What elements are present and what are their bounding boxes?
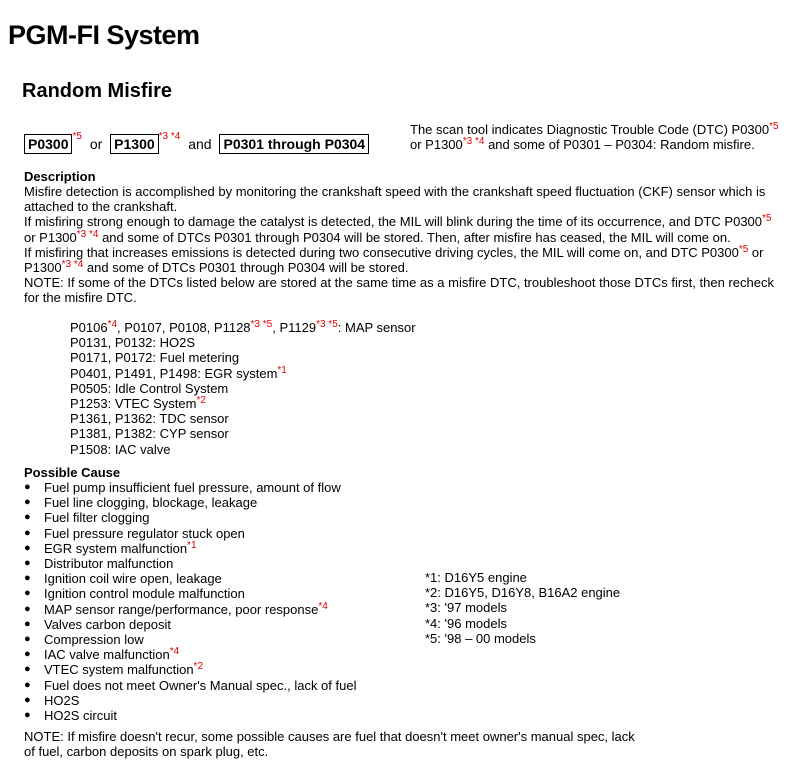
footnote-ref: *4 — [318, 600, 328, 612]
cause-text: Compression low — [44, 632, 144, 648]
text-run: and some of DTCs P0301 through P0304 will be stored. Then, after misfire has ceased, the MIL will come on. — [98, 229, 731, 245]
description-heading: Description — [24, 169, 96, 184]
footnote: *1: D16Y5 engine — [425, 570, 527, 585]
footnote-ref: *3 *5 — [316, 319, 338, 330]
footnote-ref: *3 *4 — [462, 136, 485, 147]
footnote-ref: *5 — [762, 213, 772, 225]
cause-text: Fuel filter clogging — [44, 510, 150, 526]
text-run: If misfiring strong enough to damage the catalyst is detected, the MIL will blink during the time of its occurrence, and DTC P0300 — [24, 214, 763, 230]
dtc-list-item: P0171, P0172: Fuel metering — [70, 350, 240, 366]
cause-item — [24, 678, 356, 693]
and-label: and — [188, 136, 212, 152]
footnote-ref: *4 — [169, 646, 180, 658]
dtc-list-item: P1381, P1382: CYP sensor — [70, 426, 229, 442]
text-run: or P1300 — [24, 229, 77, 245]
cause-item — [24, 647, 356, 662]
or-label: or — [89, 136, 103, 152]
scan-tool-text — [410, 122, 780, 152]
footnotes — [425, 570, 620, 646]
dtc-code-bar — [24, 131, 369, 154]
cause-text: Fuel line clogging, blockage, leakage — [44, 495, 258, 511]
text-run: P0401, P1491, P1498: EGR system — [70, 365, 278, 381]
description-body — [24, 184, 784, 306]
footnote-ref: *3 *4 — [76, 228, 99, 240]
cause-item — [24, 480, 356, 495]
scan-text-part: or P1300 — [410, 137, 463, 152]
footnote-ref: *5 — [769, 121, 779, 132]
cause-text: Fuel pressure regulator stuck open — [44, 525, 245, 541]
dtc-list-item: P0131, P0132: HO2S — [70, 335, 196, 351]
cause-text: IAC valve malfunction — [44, 647, 170, 663]
description-note: NOTE: If some of the DTCs listed below are stored at the same time as a misfire DTC, troubleshoot those DTCs first, then recheck for the misfire DTC. — [24, 275, 774, 306]
text-run: or P1300 — [24, 244, 764, 276]
cause-text: Fuel pump insufficient fuel pressure, amount of flow — [44, 480, 341, 495]
text-run: , P1129 — [272, 320, 317, 335]
text-run: P0106 — [70, 320, 108, 335]
footnote-ref: *1 — [277, 364, 287, 376]
dtc-list-item — [70, 396, 416, 411]
footnote-ref: *2 — [193, 661, 203, 673]
cause-item — [24, 495, 356, 510]
section-title: Random Misfire — [22, 80, 173, 102]
cause-item — [24, 617, 356, 632]
text-run: If misfiring that increases emissions is detected during two consecutive driving cycles, the MIL will come on, and DTC P0300 — [24, 244, 739, 260]
cause-text: HO2S circuit — [44, 708, 117, 724]
footnote-ref: *3 *4 — [158, 131, 181, 142]
cause-text: Valves carbon deposit — [44, 616, 171, 632]
cause-item — [24, 541, 356, 556]
cause-item — [24, 526, 356, 541]
cause-text: Distributor malfunction — [44, 556, 174, 572]
footnote-ref: *3 *4 — [61, 259, 84, 271]
text-run: P1253: VTEC System — [70, 396, 197, 412]
page-title: PGM-FI System — [8, 20, 200, 50]
description-paragraph — [24, 214, 784, 244]
footnote: *4: '96 models — [425, 615, 507, 631]
scan-text-part: and some of P0301 – P0304: Random misfire. — [484, 137, 755, 152]
cause-text: VTEC system malfunction — [44, 662, 194, 678]
possible-cause-list — [24, 480, 356, 723]
scan-text-part: The scan tool indicates Diagnostic Trouble Code (DTC) P0300 — [410, 122, 770, 137]
possible-cause-heading: Possible Cause — [24, 465, 121, 480]
footnote-ref: *5 — [72, 131, 82, 142]
cause-item — [24, 571, 356, 586]
cause-item — [24, 693, 356, 708]
dtc-list-item: P0505: Idle Control System — [70, 380, 229, 396]
footnote-ref: *1 — [187, 539, 197, 551]
cause-text: Ignition control module malfunction — [44, 586, 245, 602]
description-paragraph — [24, 245, 784, 275]
cause-text: MAP sensor range/performance, poor response — [44, 601, 319, 617]
text-run: : MAP sensor — [337, 320, 416, 335]
dtc-list-item: P1508: IAC valve — [70, 441, 171, 457]
dtc-list-item — [70, 320, 416, 335]
dtc-box-p0300: P0300 — [24, 134, 72, 154]
dtc-list — [70, 320, 416, 457]
cause-item — [24, 632, 356, 647]
dtc-list-item — [70, 366, 416, 381]
cause-item — [24, 510, 356, 525]
dtc-box-p1300: P1300 — [110, 134, 158, 154]
footnote: *2: D16Y5, D16Y8, B16A2 engine — [425, 585, 621, 601]
cause-item — [24, 662, 356, 677]
cause-item — [24, 602, 356, 617]
cause-text: HO2S — [44, 692, 80, 708]
dtc-box-range: P0301 through P0304 — [219, 134, 369, 154]
footnote: *5: '98 – 00 models — [425, 630, 536, 646]
cause-text: EGR system malfunction — [44, 540, 188, 556]
description-paragraph: Misfire detection is accomplished by monitoring the crankshaft speed with the crankshaft speed fluctuation (CKF) sensor which is attached to the crankshaft. — [24, 184, 766, 215]
text-run: and some of DTCs P0301 through P0304 will be stored. — [83, 260, 409, 276]
cause-item — [24, 556, 356, 571]
footnote: *3: '97 models — [425, 600, 507, 616]
end-note: NOTE: If misfire doesn't recur, some possible causes are fuel that doesn't meet owner's manual spec, lack of fuel, carbon deposits on spark plug, etc. — [24, 729, 635, 760]
footnote-ref: *2 — [196, 395, 206, 407]
footnote-ref: *4 — [107, 319, 118, 330]
cause-text: Ignition coil wire open, leakage — [44, 571, 222, 587]
cause-item — [24, 586, 356, 601]
dtc-list-item: P1361, P1362: TDC sensor — [70, 411, 229, 427]
cause-text: Fuel does not meet Owner's Manual spec., lack of fuel — [44, 677, 357, 693]
text-run: , P0107, P0108, P1128 — [117, 320, 251, 335]
footnote-ref: *3 *5 — [250, 319, 273, 330]
footnote-ref: *5 — [738, 243, 749, 255]
cause-item — [24, 708, 356, 723]
